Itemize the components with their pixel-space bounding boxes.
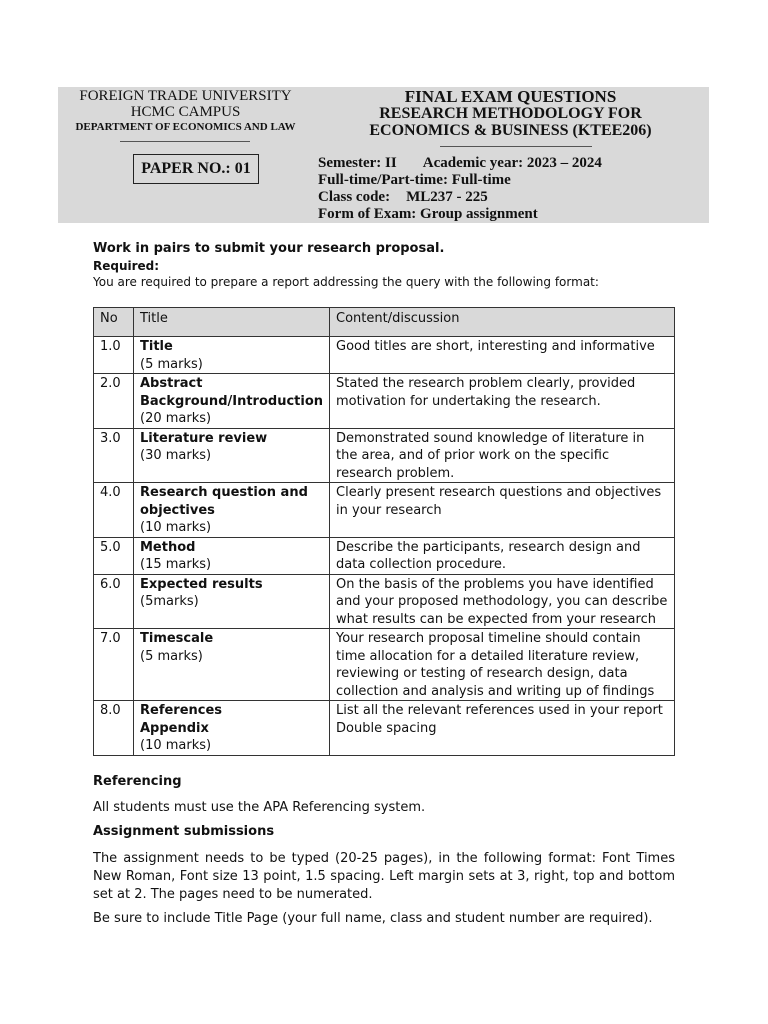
paper-number-box: PAPER NO.: 01 (133, 154, 259, 184)
class-code: ML237 - 225 (406, 189, 488, 205)
title-page-note: Be sure to include Title Page (your full name, class and student number are required). (93, 911, 653, 926)
table-row (94, 483, 675, 538)
row-marks: (10 marks) (140, 520, 212, 535)
table-header-row (94, 308, 675, 337)
row-no: 4.0 (94, 483, 134, 538)
row-title: References (140, 703, 223, 718)
row-no: 6.0 (94, 574, 134, 629)
row-title: Expected results (140, 576, 263, 592)
department-name: DEPARTMENT OF ECONOMICS AND LAW (75, 121, 296, 133)
row-title-cell (134, 629, 330, 701)
class-code-line (318, 189, 488, 206)
exam-title: FINAL EXAM QUESTIONS (404, 87, 617, 106)
row-title-cell (134, 483, 330, 538)
format-table (93, 307, 675, 756)
class-code-label: Class code: (318, 189, 391, 205)
row-title: Method (140, 539, 196, 555)
study-mode: Full-time/Part-time: Full-time (318, 172, 511, 188)
instruction: Work in pairs to submit your research proposal. (93, 241, 445, 256)
row-title: Research question and objectives (140, 485, 308, 518)
exam-form: Form of Exam: Group assignment (318, 206, 538, 222)
table-row (94, 629, 675, 701)
row-no: 8.0 (94, 701, 134, 756)
row-title-second: Background/Introduction (140, 393, 324, 409)
table-row (94, 374, 675, 429)
header-no: No (94, 308, 134, 337)
row-no: 7.0 (94, 629, 134, 701)
academic-year: Academic year: 2023 – 2024 (422, 155, 602, 171)
table-row (94, 701, 675, 756)
required-text: You are required to prepare a report addressing the query with the following format: (93, 275, 599, 289)
row-no: 3.0 (94, 428, 134, 483)
referencing-text: All students must use the APA Referencing system. (93, 800, 426, 815)
row-marks: (15 marks) (140, 557, 212, 572)
row-content: Stated the research problem clearly, provided motivation for undertaking the research. (330, 374, 675, 429)
row-marks: (5 marks) (140, 356, 203, 372)
header-content: Content/discussion (330, 308, 675, 337)
header-title: Title (134, 308, 330, 337)
course-title-line1: RESEARCH METHODOLOGY FOR (379, 105, 642, 122)
row-content: Describe the participants, research design and data collection procedure. (330, 537, 675, 574)
row-content-cell (330, 701, 675, 756)
semester-line (318, 155, 602, 172)
row-title-cell (134, 701, 330, 756)
row-content-second: Double spacing (336, 720, 437, 736)
row-marks: (10 marks) (140, 738, 212, 753)
row-title-cell (134, 537, 330, 574)
referencing-title: Referencing (93, 774, 182, 789)
row-title-cell (134, 574, 330, 629)
row-content: Demonstrated sound knowledge of literature in the area, and of prior work on the specific research problem. (330, 428, 675, 483)
required-label: Required: (93, 259, 160, 273)
row-title-cell (134, 374, 330, 429)
row-content: On the basis of the problems you have identified and your proposed methodology, you can describe what results can be expected from your research (330, 574, 675, 629)
row-title: Literature review (140, 430, 268, 446)
university-divider (120, 141, 250, 142)
table-row (94, 337, 675, 374)
row-marks: (5marks) (140, 594, 199, 609)
campus-name: HCMC CAMPUS (130, 104, 241, 120)
submissions-text: The assignment needs to be typed (20-25 pages), in the following format: Font Times New Roman, Font size 13 point, 1.5 spacing. Left margin sets at 3, right, top and bottom set at 2. The pages need to be numerated. (93, 851, 675, 902)
university-name: FOREIGN TRADE UNIVERSITY (79, 88, 292, 104)
table-row (94, 428, 675, 483)
row-title-second: Appendix (140, 720, 209, 736)
row-content: Your research proposal timeline should contain time allocation for a detailed literature review, reviewing or testing of research design, data collection and analysis and writing up of findings (330, 629, 675, 701)
row-content: List all the relevant references used in your report (336, 703, 663, 718)
table-row (94, 537, 675, 574)
row-no: 2.0 (94, 374, 134, 429)
row-no: 1.0 (94, 337, 134, 374)
row-no: 5.0 (94, 537, 134, 574)
row-content: Good titles are short, interesting and informative (330, 337, 675, 374)
row-title-cell (134, 428, 330, 483)
row-title-cell (134, 337, 330, 374)
row-title: Abstract (140, 376, 203, 391)
row-marks: (20 marks) (140, 411, 212, 426)
course-title-line2: ECONOMICS & BUSINESS (KTEE206) (369, 122, 652, 139)
submissions-title: Assignment submissions (93, 824, 275, 839)
row-marks: (30 marks) (140, 448, 212, 463)
exam-divider (440, 146, 592, 147)
semester: Semester: II (318, 155, 397, 171)
row-title: Title (140, 339, 173, 354)
row-marks: (5 marks) (140, 648, 203, 664)
table-row (94, 574, 675, 629)
row-title: Timescale (140, 631, 214, 646)
row-content: Clearly present research questions and objectives in your research (330, 483, 675, 538)
